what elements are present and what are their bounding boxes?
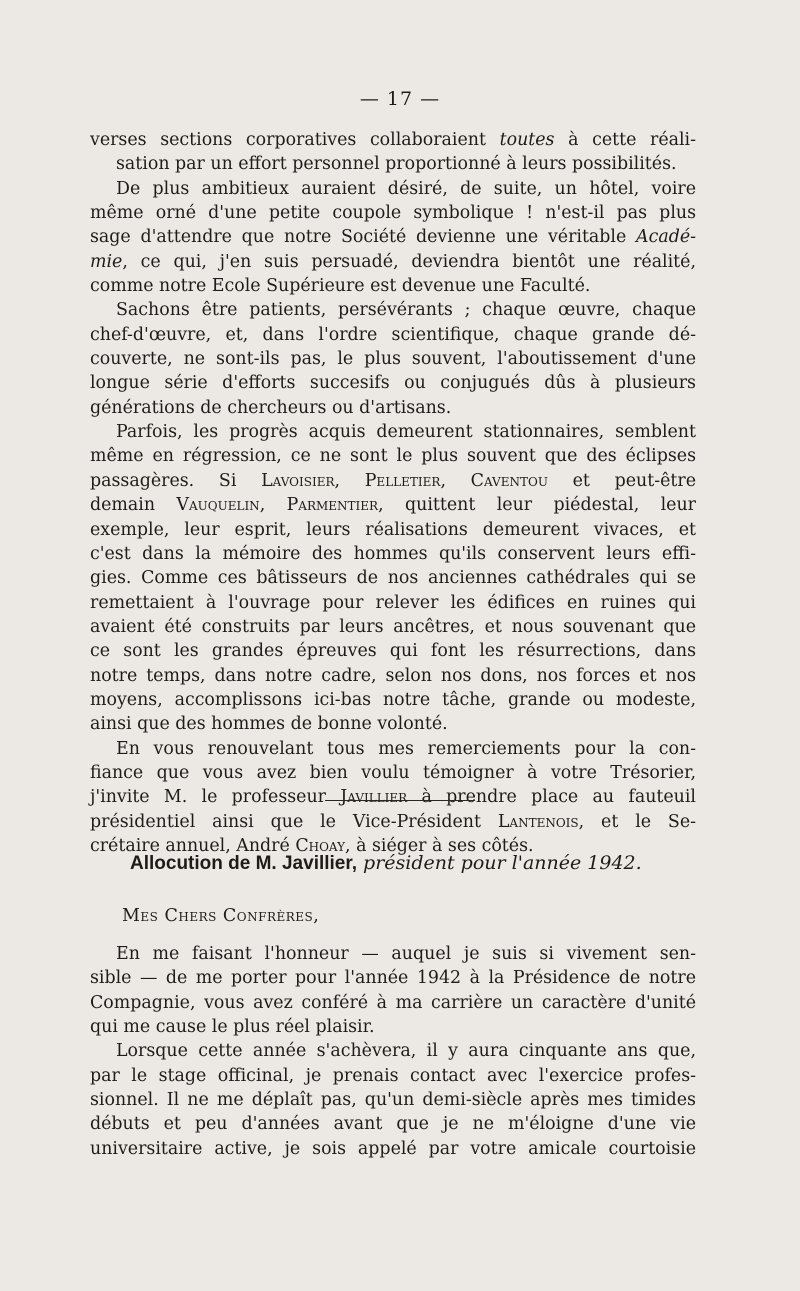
- text-line: [90, 591, 696, 615]
- text-run: moyens, accomplissons ici-bas notre tâche, grande ou modeste,: [90, 689, 696, 710]
- text-run: c'est dans la mémoire des hommes qu'ils conservent leurs effi-: [90, 543, 696, 564]
- text-line: [90, 1015, 696, 1039]
- text-run: En me faisant l'honneur — auquel je suis si vivement sen-: [116, 944, 696, 964]
- text-run: , quittent leur piédestal, leur: [378, 495, 696, 516]
- person-name: Lavoisier: [261, 470, 335, 491]
- section-heading: [130, 852, 690, 875]
- text-line: [90, 396, 696, 420]
- text-run: et peut-être: [547, 470, 696, 491]
- text-line: [90, 1112, 696, 1136]
- text-run: , à siéger à ses côtés.: [345, 835, 534, 856]
- text-line: [90, 1137, 696, 1161]
- text-run: sionnel. Il ne me déplaît pas, qu'un demi-siècle après mes timides: [90, 1090, 696, 1111]
- text-line: [90, 1088, 696, 1112]
- text-run: à prendre place au fauteuil: [407, 787, 696, 808]
- text-run: j'invite M. le professeur: [90, 787, 341, 808]
- heading-subtitle: président pour l'année 1942.: [363, 852, 642, 874]
- text-line: [90, 420, 696, 444]
- text-line: [90, 1064, 696, 1088]
- person-name: Javillier: [340, 787, 408, 808]
- text-run: par le stage officinal, je prenais contact avec l'exercice profes-: [90, 1065, 696, 1086]
- text-run: crétaire annuel, André: [90, 835, 296, 856]
- text-line: [90, 298, 696, 322]
- text-run: Sachons être patients, persévérants ; chaque œuvre, chaque: [116, 300, 696, 321]
- text-run: longue série d'efforts succesifs ou conjugués dûs à plusieurs: [90, 373, 696, 394]
- text-line: [90, 615, 696, 639]
- text-run: à cette réali-: [554, 130, 696, 150]
- text-line: [90, 250, 696, 274]
- italic-text: mie: [90, 251, 123, 272]
- text-run: De plus ambitieux auraient désiré, de suite, un hôtel, voire: [116, 178, 696, 199]
- text-line: [90, 664, 696, 688]
- text-run: En vous renouvelant tous mes remerciements pour la con-: [116, 738, 696, 759]
- person-name: Vauquelin: [176, 495, 260, 516]
- text-line: [90, 688, 696, 712]
- text-line: [90, 274, 696, 298]
- italic-text: Acadé-: [636, 227, 696, 248]
- salutation: Mes Chers Confrères,: [122, 906, 320, 926]
- text-run: comme notre Ecole Supérieure est devenue une Faculté.: [90, 276, 591, 297]
- person-name: Parmentier: [286, 495, 379, 516]
- italic-text: toutes: [499, 130, 555, 150]
- text-run: demain: [90, 495, 177, 516]
- text-run: Lorsque cette année s'achèvera, il y aura cinquante ans que,: [116, 1041, 696, 1062]
- text-run: sation par un effort personnel proportionné à leurs possibilités.: [116, 154, 677, 175]
- text-run: verses sections corporatives collaboraient: [90, 130, 500, 150]
- text-line: [90, 152, 696, 176]
- text-run: , et le Se-: [578, 811, 697, 832]
- text-run: Compagnie, vous avez conféré à ma carrière un caractère d'unité: [90, 992, 696, 1013]
- text-line: [90, 542, 696, 566]
- text-run: ,: [259, 495, 287, 516]
- person-name: Pelletier: [364, 470, 441, 491]
- text-run: exemple, leur esprit, leurs réalisations demeurent vivaces, et: [90, 519, 696, 540]
- text-line: [90, 177, 696, 201]
- text-line: [90, 201, 696, 225]
- text-line: [90, 942, 696, 966]
- body-text-part-1: [90, 128, 696, 858]
- text-run: générations de chercheurs ou d'artisans.: [90, 397, 452, 418]
- text-line: [90, 639, 696, 663]
- text-run: , ce qui, j'en suis persuadé, deviendra bientôt une réalité,: [122, 251, 696, 272]
- text-line: [90, 1039, 696, 1063]
- text-run: ,: [440, 470, 471, 491]
- text-run: sage d'attendre que notre Société devienne une véritable: [90, 227, 637, 248]
- text-line: [90, 712, 696, 736]
- text-line: [90, 810, 696, 834]
- text-line: [90, 991, 696, 1015]
- text-run: même orné d'une petite coupole symbolique ! n'est-il pas plus: [90, 203, 696, 224]
- text-line: [90, 737, 696, 761]
- text-run: fiance que vous avez bien voulu témoigner à votre Trésorier,: [90, 762, 696, 783]
- text-line: [90, 518, 696, 542]
- text-run: qui me cause le plus réel plaisir.: [90, 1017, 375, 1038]
- text-run: avaient été construits par leurs ancêtres, et nous souvenant que: [90, 616, 696, 637]
- text-run: chef-d'œuvre, et, dans l'ordre scientifique, chaque grande dé-: [90, 324, 696, 345]
- heading-title: Allocution de M. Javillier,: [130, 853, 357, 874]
- text-line: [90, 347, 696, 371]
- text-line: [90, 371, 696, 395]
- text-line: [90, 128, 696, 152]
- text-run: couverte, ne sont-ils pas, le plus souvent, l'aboutissement d'une: [90, 349, 696, 370]
- text-run: universitaire active, je sois appelé par votre amicale courtoisie: [90, 1138, 696, 1159]
- person-name: Choay: [295, 835, 346, 856]
- text-run: même en régression, ce ne sont le plus souvent que des éclipses: [90, 446, 696, 467]
- body-text-part-2: [90, 942, 696, 1161]
- text-line: [90, 566, 696, 590]
- text-line: [90, 785, 696, 809]
- text-run: gies. Comme ces bâtisseurs de nos anciennes cathédrales qui se: [90, 568, 696, 589]
- text-line: [90, 493, 696, 517]
- text-run: ,: [334, 470, 365, 491]
- text-run: passagères. Si: [90, 470, 262, 491]
- text-line: [90, 966, 696, 990]
- text-run: sible — de me porter pour l'année 1942 à la Présidence de notre: [90, 968, 696, 989]
- section-divider: [325, 800, 475, 801]
- text-line: [90, 225, 696, 249]
- text-run: présidentiel ainsi que le Vice-Président: [90, 811, 498, 832]
- text-run: débuts et peu d'années avant que je ne m'éloigne d'une vie: [90, 1114, 696, 1135]
- person-name: Lantenois: [497, 811, 579, 832]
- text-line: [90, 323, 696, 347]
- text-line: [90, 469, 696, 493]
- text-run: ce sont les grandes épreuves qui font les résurrections, dans: [90, 641, 696, 662]
- person-name: Caventou: [470, 470, 548, 491]
- text-run: ainsi que des hommes de bonne volonté.: [90, 714, 448, 735]
- text-line: [90, 761, 696, 785]
- text-run: Parfois, les progrès acquis demeurent stationnaires, semblent: [116, 422, 696, 443]
- page-number: — 17 —: [359, 88, 441, 110]
- text-line: [90, 444, 696, 468]
- text-run: remettaient à l'ouvrage pour relever les édifices en ruines qui: [90, 592, 696, 613]
- text-run: notre temps, dans notre cadre, selon nos dons, nos forces et nos: [90, 665, 696, 686]
